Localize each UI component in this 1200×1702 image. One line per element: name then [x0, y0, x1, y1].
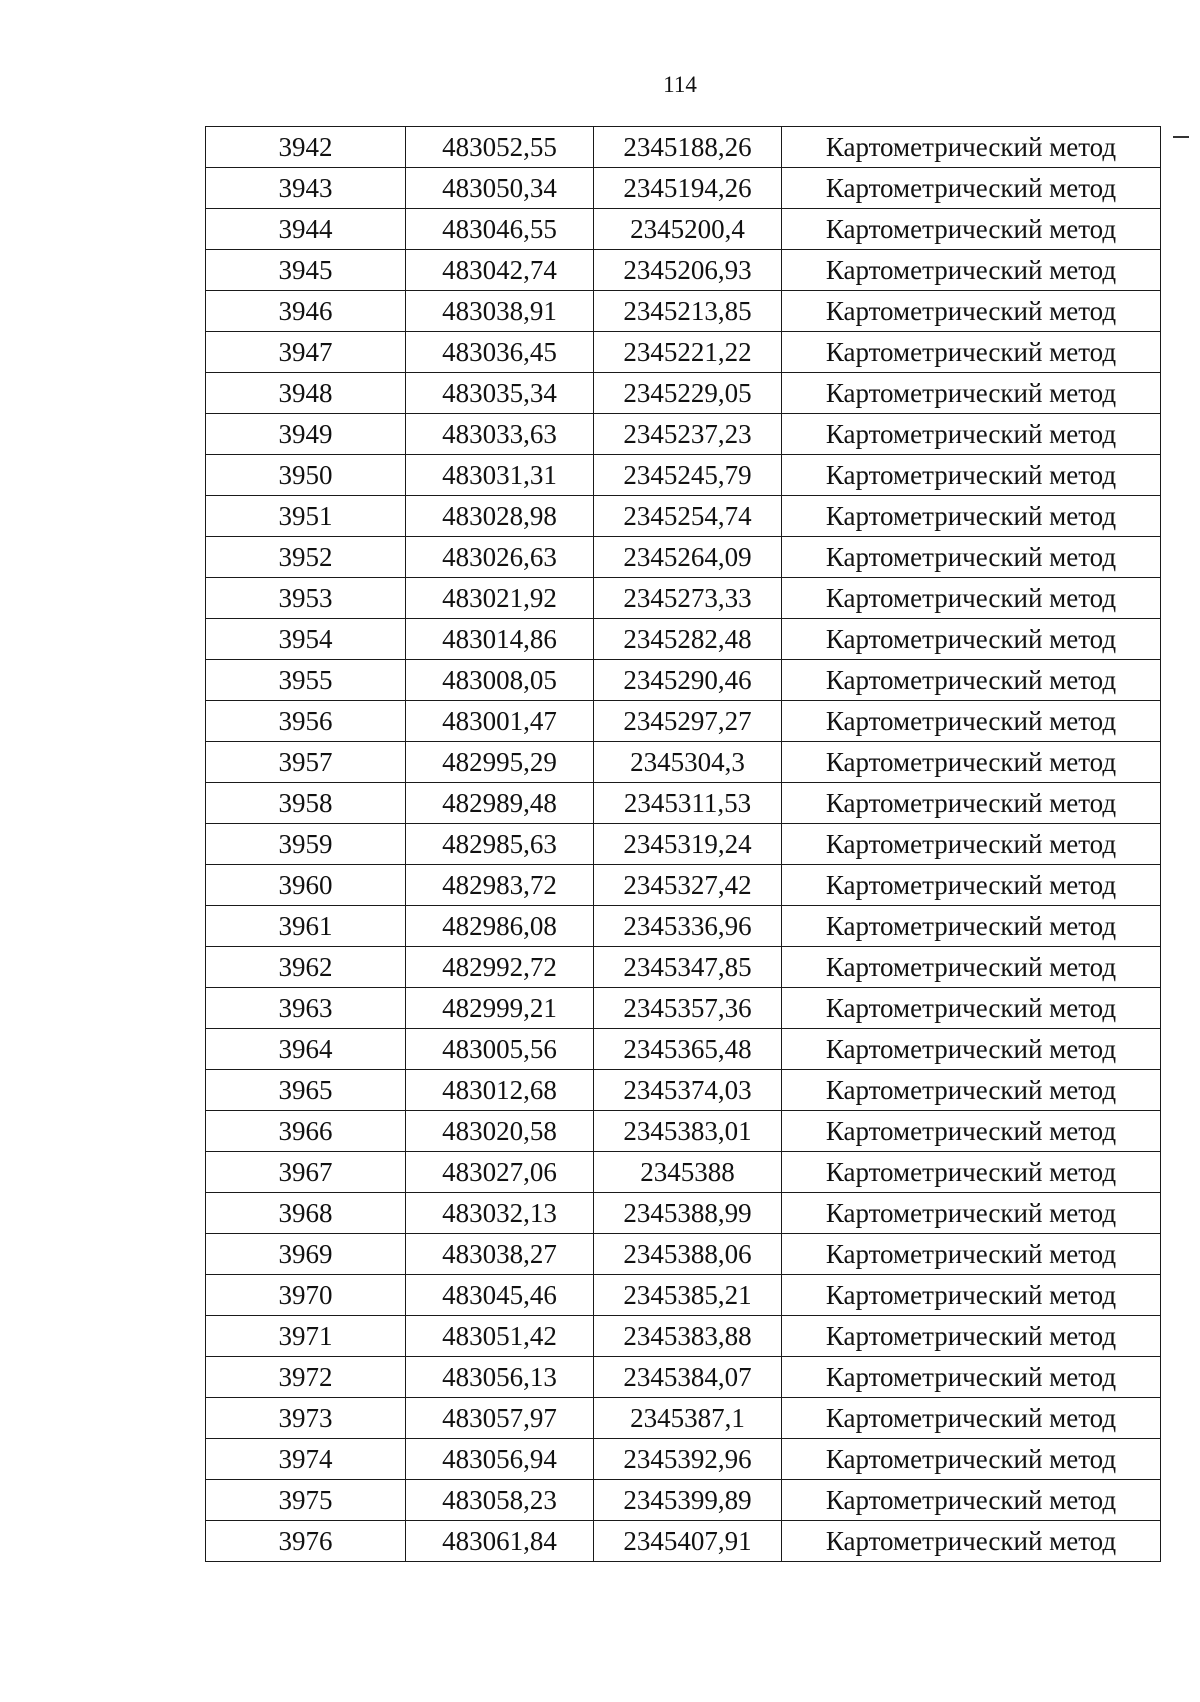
point-number-cell: 3976 [206, 1521, 406, 1562]
point-number-cell: 3955 [206, 660, 406, 701]
x-coordinate-cell: 483038,91 [406, 291, 594, 332]
point-number-cell: 3952 [206, 537, 406, 578]
method-cell: Картометрический метод [782, 824, 1161, 865]
table-row [206, 373, 1161, 414]
method-cell: Картометрический метод [782, 1398, 1161, 1439]
y-coordinate-cell: 2345194,26 [594, 168, 782, 209]
x-coordinate-cell: 483032,13 [406, 1193, 594, 1234]
method-cell: Картометрический метод [782, 660, 1161, 701]
x-coordinate-cell: 483026,63 [406, 537, 594, 578]
method-cell: Картометрический метод [782, 1316, 1161, 1357]
x-coordinate-cell: 483035,34 [406, 373, 594, 414]
x-coordinate-cell: 483001,47 [406, 701, 594, 742]
method-cell: Картометрический метод [782, 947, 1161, 988]
x-coordinate-cell: 483058,23 [406, 1480, 594, 1521]
x-coordinate-cell: 483046,55 [406, 209, 594, 250]
x-coordinate-cell: 483028,98 [406, 496, 594, 537]
point-number-cell: 3959 [206, 824, 406, 865]
method-cell: Картометрический метод [782, 1111, 1161, 1152]
x-coordinate-cell: 482985,63 [406, 824, 594, 865]
method-cell: Картометрический метод [782, 1152, 1161, 1193]
point-number-cell: 3974 [206, 1439, 406, 1480]
table-row [206, 455, 1161, 496]
x-coordinate-cell: 483056,94 [406, 1439, 594, 1480]
point-number-cell: 3950 [206, 455, 406, 496]
y-coordinate-cell: 2345387,1 [594, 1398, 782, 1439]
method-cell: Картометрический метод [782, 701, 1161, 742]
table-row [206, 1152, 1161, 1193]
y-coordinate-cell: 2345384,07 [594, 1357, 782, 1398]
method-cell: Картометрический метод [782, 1480, 1161, 1521]
method-cell: Картометрический метод [782, 1070, 1161, 1111]
point-number-cell: 3963 [206, 988, 406, 1029]
point-number-cell: 3949 [206, 414, 406, 455]
x-coordinate-cell: 483020,58 [406, 1111, 594, 1152]
point-number-cell: 3956 [206, 701, 406, 742]
method-cell: Картометрический метод [782, 1275, 1161, 1316]
method-cell: Картометрический метод [782, 783, 1161, 824]
point-number-cell: 3958 [206, 783, 406, 824]
y-coordinate-cell: 2345319,24 [594, 824, 782, 865]
point-number-cell: 3967 [206, 1152, 406, 1193]
table-row [206, 1316, 1161, 1357]
table-row [206, 1193, 1161, 1234]
method-cell: Картометрический метод [782, 1439, 1161, 1480]
point-number-cell: 3964 [206, 1029, 406, 1070]
point-number-cell: 3960 [206, 865, 406, 906]
table-row [206, 496, 1161, 537]
y-coordinate-cell: 2345237,23 [594, 414, 782, 455]
method-cell: Картометрический метод [782, 455, 1161, 496]
x-coordinate-cell: 483005,56 [406, 1029, 594, 1070]
table-row [206, 168, 1161, 209]
table-row [206, 783, 1161, 824]
method-cell: Картометрический метод [782, 414, 1161, 455]
point-number-cell: 3966 [206, 1111, 406, 1152]
point-number-cell: 3954 [206, 619, 406, 660]
x-coordinate-cell: 483050,34 [406, 168, 594, 209]
table-row [206, 332, 1161, 373]
table-row [206, 1439, 1161, 1480]
table-row [206, 1398, 1161, 1439]
method-cell: Картометрический метод [782, 168, 1161, 209]
method-cell: Картометрический метод [782, 250, 1161, 291]
x-coordinate-cell: 483008,05 [406, 660, 594, 701]
table-row [206, 1029, 1161, 1070]
y-coordinate-cell: 2345388 [594, 1152, 782, 1193]
x-coordinate-cell: 482995,29 [406, 742, 594, 783]
coordinates-table-body [206, 127, 1161, 1562]
table-row [206, 947, 1161, 988]
y-coordinate-cell: 2345407,91 [594, 1521, 782, 1562]
method-cell: Картометрический метод [782, 1193, 1161, 1234]
y-coordinate-cell: 2345254,74 [594, 496, 782, 537]
x-coordinate-cell: 482999,21 [406, 988, 594, 1029]
x-coordinate-cell: 483056,13 [406, 1357, 594, 1398]
table-row [206, 1275, 1161, 1316]
x-coordinate-cell: 483027,06 [406, 1152, 594, 1193]
y-coordinate-cell: 2345392,96 [594, 1439, 782, 1480]
table-row [206, 865, 1161, 906]
table-row [206, 906, 1161, 947]
y-coordinate-cell: 2345327,42 [594, 865, 782, 906]
y-coordinate-cell: 2345297,27 [594, 701, 782, 742]
y-coordinate-cell: 2345188,26 [594, 127, 782, 168]
point-number-cell: 3973 [206, 1398, 406, 1439]
y-coordinate-cell: 2345383,88 [594, 1316, 782, 1357]
x-coordinate-cell: 483012,68 [406, 1070, 594, 1111]
point-number-cell: 3953 [206, 578, 406, 619]
y-coordinate-cell: 2345385,21 [594, 1275, 782, 1316]
x-coordinate-cell: 482983,72 [406, 865, 594, 906]
x-coordinate-cell: 483052,55 [406, 127, 594, 168]
method-cell: Картометрический метод [782, 742, 1161, 783]
y-coordinate-cell: 2345213,85 [594, 291, 782, 332]
point-number-cell: 3948 [206, 373, 406, 414]
y-coordinate-cell: 2345304,3 [594, 742, 782, 783]
table-row [206, 1357, 1161, 1398]
point-number-cell: 3975 [206, 1480, 406, 1521]
table-row [206, 742, 1161, 783]
method-cell: Картометрический метод [782, 537, 1161, 578]
table-row [206, 1070, 1161, 1111]
point-number-cell: 3942 [206, 127, 406, 168]
point-number-cell: 3947 [206, 332, 406, 373]
method-cell: Картометрический метод [782, 332, 1161, 373]
y-coordinate-cell: 2345290,46 [594, 660, 782, 701]
point-number-cell: 3971 [206, 1316, 406, 1357]
y-coordinate-cell: 2345273,33 [594, 578, 782, 619]
y-coordinate-cell: 2345221,22 [594, 332, 782, 373]
x-coordinate-cell: 483021,92 [406, 578, 594, 619]
point-number-cell: 3951 [206, 496, 406, 537]
table-row [206, 578, 1161, 619]
table-row [206, 701, 1161, 742]
y-coordinate-cell: 2345383,01 [594, 1111, 782, 1152]
x-coordinate-cell: 482989,48 [406, 783, 594, 824]
method-cell: Картометрический метод [782, 291, 1161, 332]
x-coordinate-cell: 482986,08 [406, 906, 594, 947]
method-cell: Картометрический метод [782, 1521, 1161, 1562]
method-cell: Картометрический метод [782, 988, 1161, 1029]
x-coordinate-cell: 483036,45 [406, 332, 594, 373]
x-coordinate-cell: 483033,63 [406, 414, 594, 455]
method-cell: Картометрический метод [782, 127, 1161, 168]
point-number-cell: 3961 [206, 906, 406, 947]
point-number-cell: 3962 [206, 947, 406, 988]
point-number-cell: 3957 [206, 742, 406, 783]
table-row [206, 537, 1161, 578]
x-coordinate-cell: 483031,31 [406, 455, 594, 496]
point-number-cell: 3944 [206, 209, 406, 250]
point-number-cell: 3946 [206, 291, 406, 332]
table-row [206, 127, 1161, 168]
method-cell: Картометрический метод [782, 373, 1161, 414]
x-coordinate-cell: 483038,27 [406, 1234, 594, 1275]
y-coordinate-cell: 2345374,03 [594, 1070, 782, 1111]
x-coordinate-cell: 483045,46 [406, 1275, 594, 1316]
method-cell: Картометрический метод [782, 619, 1161, 660]
y-coordinate-cell: 2345388,06 [594, 1234, 782, 1275]
method-cell: Картометрический метод [782, 1234, 1161, 1275]
point-number-cell: 3972 [206, 1357, 406, 1398]
method-cell: Картометрический метод [782, 496, 1161, 537]
y-coordinate-cell: 2345245,79 [594, 455, 782, 496]
table-row [206, 414, 1161, 455]
x-coordinate-cell: 483014,86 [406, 619, 594, 660]
method-cell: Картометрический метод [782, 209, 1161, 250]
point-number-cell: 3943 [206, 168, 406, 209]
table-row [206, 619, 1161, 660]
x-coordinate-cell: 483061,84 [406, 1521, 594, 1562]
method-cell: Картометрический метод [782, 1029, 1161, 1070]
x-coordinate-cell: 482992,72 [406, 947, 594, 988]
table-row [206, 1480, 1161, 1521]
y-coordinate-cell: 2345336,96 [594, 906, 782, 947]
table-row [206, 209, 1161, 250]
table-row [206, 291, 1161, 332]
page-number: 114 [663, 72, 697, 97]
y-coordinate-cell: 2345200,4 [594, 209, 782, 250]
y-coordinate-cell: 2345229,05 [594, 373, 782, 414]
coordinates-table [205, 126, 1161, 1562]
table-row [206, 824, 1161, 865]
point-number-cell: 3969 [206, 1234, 406, 1275]
y-coordinate-cell: 2345347,85 [594, 947, 782, 988]
x-coordinate-cell: 483057,97 [406, 1398, 594, 1439]
table-row [206, 660, 1161, 701]
method-cell: Картометрический метод [782, 906, 1161, 947]
point-number-cell: 3965 [206, 1070, 406, 1111]
table-row [206, 250, 1161, 291]
method-cell: Картометрический метод [782, 1357, 1161, 1398]
method-cell: Картометрический метод [782, 578, 1161, 619]
table-row [206, 1234, 1161, 1275]
y-coordinate-cell: 2345399,89 [594, 1480, 782, 1521]
point-number-cell: 3945 [206, 250, 406, 291]
table-row [206, 1111, 1161, 1152]
x-coordinate-cell: 483051,42 [406, 1316, 594, 1357]
method-cell: Картометрический метод [782, 865, 1161, 906]
x-coordinate-cell: 483042,74 [406, 250, 594, 291]
point-number-cell: 3970 [206, 1275, 406, 1316]
table-row [206, 988, 1161, 1029]
y-coordinate-cell: 2345206,93 [594, 250, 782, 291]
y-coordinate-cell: 2345311,53 [594, 783, 782, 824]
y-coordinate-cell: 2345357,36 [594, 988, 782, 1029]
y-coordinate-cell: 2345388,99 [594, 1193, 782, 1234]
y-coordinate-cell: 2345365,48 [594, 1029, 782, 1070]
point-number-cell: 3968 [206, 1193, 406, 1234]
margin-mark [1173, 136, 1189, 138]
table-row [206, 1521, 1161, 1562]
y-coordinate-cell: 2345264,09 [594, 537, 782, 578]
y-coordinate-cell: 2345282,48 [594, 619, 782, 660]
